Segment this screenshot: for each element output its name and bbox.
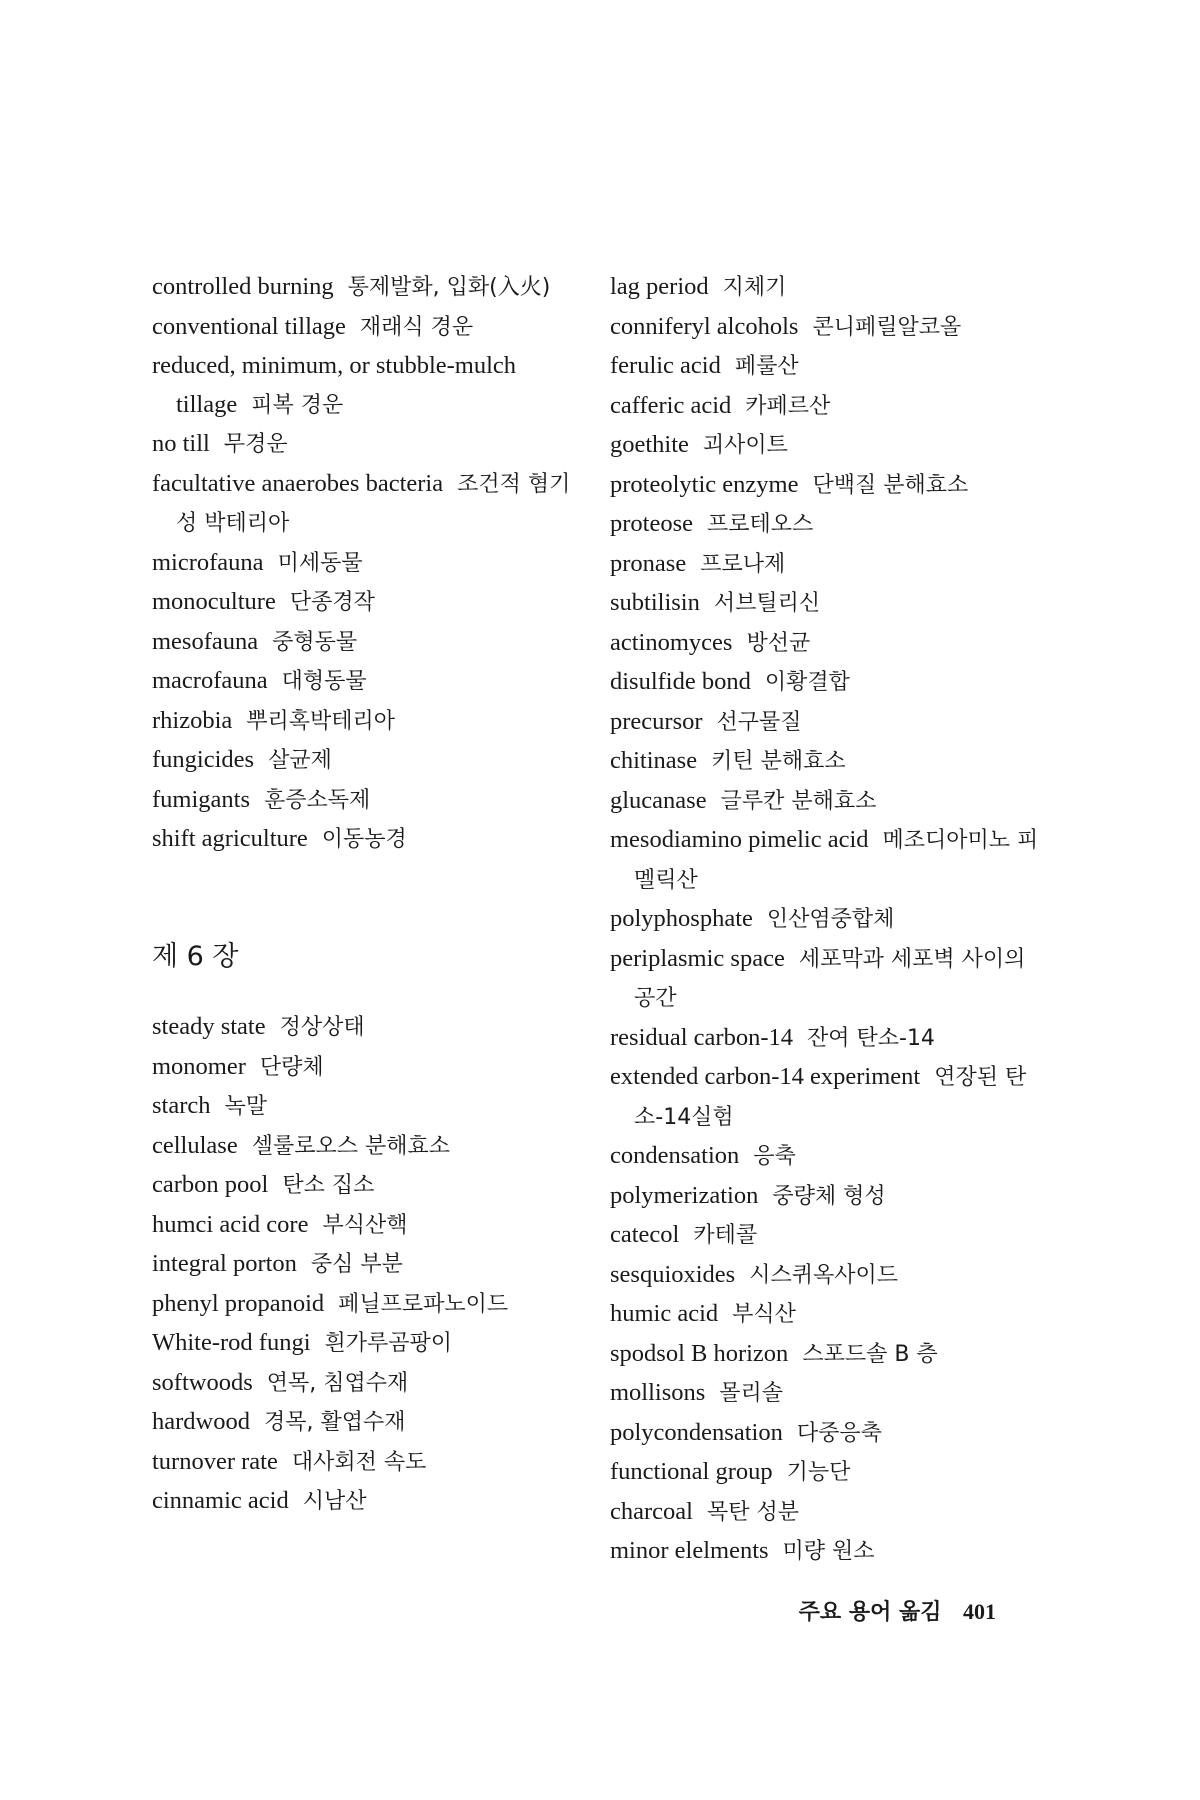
glossary-entry <box>152 1087 582 1127</box>
korean-translation: 단량체 <box>259 1054 324 1080</box>
korean-translation: 메조디아미노 피멜릭산 <box>634 828 1039 893</box>
english-term: ferulic acid <box>610 352 721 379</box>
korean-translation: 페룰산 <box>734 354 799 379</box>
glossary-entry <box>610 466 1050 506</box>
glossary-entry <box>610 584 1050 624</box>
korean-translation: 콘니페릴알코올 <box>812 314 962 340</box>
english-term: minor elelments <box>610 1537 769 1564</box>
glossary-entry <box>152 1482 582 1522</box>
glossary-entry <box>610 387 1050 427</box>
glossary-entry <box>152 623 582 663</box>
korean-translation: 인산염중합체 <box>766 907 895 932</box>
korean-translation: 몰리솔 <box>719 1381 784 1406</box>
korean-translation: 중형동물 <box>272 629 358 655</box>
glossary-entry <box>152 1285 582 1325</box>
korean-translation: 재래식 경운 <box>359 314 474 340</box>
korean-translation: 괴사이트 <box>702 433 788 458</box>
glossary-entry <box>610 703 1050 743</box>
english-term: proteolytic enzyme <box>610 470 799 498</box>
glossary-entry <box>152 1127 582 1167</box>
korean-translation: 카페르산 <box>745 393 831 419</box>
english-term: conniferyl alcohols <box>610 312 799 340</box>
english-term: monomer <box>152 1052 246 1080</box>
english-term: pronase <box>610 549 687 577</box>
english-term: fumigants <box>152 785 250 813</box>
korean-translation: 키틴 분해효소 <box>711 749 846 774</box>
korean-translation: 연목, 침엽수재 <box>266 1370 409 1396</box>
korean-translation: 조건적 혐기성 박테리아 <box>176 471 571 536</box>
glossary-entry <box>610 1295 1050 1335</box>
korean-translation: 살균제 <box>268 748 332 773</box>
glossary-entry <box>152 702 582 742</box>
english-term: cafferic acid <box>610 391 732 419</box>
english-term: reduced, minimum, or stubble-mulch tillage <box>152 352 517 418</box>
glossary-entry <box>610 624 1050 664</box>
glossary-entry <box>610 1453 1050 1493</box>
english-term: softwoods <box>152 1368 253 1396</box>
glossary-entry <box>610 545 1050 585</box>
english-term: humic acid <box>610 1300 719 1327</box>
glossary-entry <box>610 1177 1050 1217</box>
korean-translation: 시스퀴옥사이드 <box>749 1262 898 1288</box>
korean-translation: 부식산 <box>732 1302 796 1327</box>
english-term: carbon pool <box>152 1171 269 1198</box>
glossary-list-pre-chapter <box>152 268 582 860</box>
running-footer-title: 주요 용어 옮김 <box>798 1600 942 1625</box>
glossary-entry <box>610 426 1050 466</box>
english-term: controlled burning <box>152 273 334 300</box>
korean-translation: 셀룰로오스 분해효소 <box>251 1133 450 1159</box>
english-term: mesofauna <box>152 627 259 655</box>
korean-translation: 글루칸 분해효소 <box>720 788 877 814</box>
korean-translation: 이황결합 <box>764 670 850 695</box>
glossary-entry <box>152 1443 582 1483</box>
korean-translation: 대사회전 속도 <box>291 1449 427 1475</box>
korean-translation: 무경운 <box>223 432 288 457</box>
english-term: humci acid core <box>152 1210 309 1238</box>
korean-translation: 대형동물 <box>281 669 367 694</box>
glossary-entry <box>610 900 1050 940</box>
glossary-list-right <box>610 268 1050 1572</box>
english-term: integral porton <box>152 1250 297 1277</box>
glossary-entry <box>610 782 1050 822</box>
english-term: functional group <box>610 1458 773 1485</box>
korean-translation: 부식산핵 <box>322 1212 408 1238</box>
english-term: hardwood <box>152 1408 250 1435</box>
glossary-entry <box>152 1048 582 1088</box>
glossary-entry <box>152 820 582 860</box>
english-term: fungicides <box>152 746 255 773</box>
glossary-entry <box>152 741 582 781</box>
english-term: conventional tillage <box>152 312 346 340</box>
korean-translation: 서브틸리신 <box>713 591 821 616</box>
glossary-entry <box>152 347 582 425</box>
english-term: polymerization <box>610 1181 759 1209</box>
glossary-entry <box>610 940 1050 1019</box>
english-term: sesquioxides <box>610 1260 736 1288</box>
glossary-entry <box>610 742 1050 782</box>
korean-translation: 정상상태 <box>279 1015 365 1040</box>
glossary-entry <box>152 465 582 544</box>
english-term: rhizobia <box>152 706 233 734</box>
glossary-entry <box>152 308 582 348</box>
glossary-list-chapter-6 <box>152 1008 582 1522</box>
korean-translation: 이동농경 <box>321 827 407 852</box>
glossary-entry <box>152 1364 582 1404</box>
korean-translation: 프로테오스 <box>707 512 814 537</box>
glossary-entry <box>610 1256 1050 1296</box>
korean-translation: 잔여 탄소-14 <box>807 1025 935 1051</box>
page-footer <box>799 1595 996 1626</box>
english-term: facultative anaerobes bacteria <box>152 469 444 497</box>
english-term: monoculture <box>152 588 276 615</box>
english-term: no till <box>152 430 210 457</box>
korean-translation: 방선균 <box>746 630 811 656</box>
chapter-heading: 제 6 장 <box>152 940 239 972</box>
english-term: polycondensation <box>610 1418 783 1446</box>
glossary-entry <box>610 1335 1050 1375</box>
english-term: periplasmic space <box>610 944 785 972</box>
english-term: shift agriculture <box>152 825 308 852</box>
korean-translation: 탄소 집소 <box>282 1173 375 1198</box>
english-term: goethite <box>610 431 689 458</box>
korean-translation: 연장된 탄소-14실험 <box>634 1065 1027 1130</box>
glossary-entry <box>152 781 582 821</box>
glossary-entry <box>152 1403 582 1443</box>
korean-translation: 세포막과 세포벽 사이의 공간 <box>634 946 1026 1011</box>
glossary-entry <box>610 1532 1050 1572</box>
glossary-right-column <box>610 268 1050 1572</box>
korean-translation: 선구물질 <box>716 709 802 735</box>
english-term: precursor <box>610 707 703 735</box>
glossary-entry <box>610 1414 1050 1454</box>
korean-translation: 카테콜 <box>693 1223 758 1248</box>
glossary-entry <box>152 662 582 702</box>
english-term: mesodiamino pimelic acid <box>610 826 869 853</box>
korean-translation: 뿌리혹박테리아 <box>246 708 396 734</box>
glossary-entry <box>610 821 1050 900</box>
korean-translation: 경목, 활엽수재 <box>263 1410 406 1435</box>
english-term: spodsol B horizon <box>610 1339 789 1367</box>
korean-translation: 응축 <box>753 1144 796 1169</box>
english-term: cellulase <box>152 1131 238 1159</box>
korean-translation: 지체기 <box>722 275 787 300</box>
korean-translation: 흰가루곰팡이 <box>324 1331 453 1356</box>
english-term: polyphosphate <box>610 905 753 932</box>
korean-translation: 피복 경운 <box>251 392 344 418</box>
glossary-entry <box>610 505 1050 545</box>
english-term: charcoal <box>610 1497 693 1525</box>
korean-translation: 단백질 분해효소 <box>812 472 969 498</box>
english-term: disulfide bond <box>610 668 751 695</box>
glossary-entry <box>152 583 582 623</box>
glossary-entry <box>610 1019 1050 1059</box>
glossary-entry <box>610 268 1050 308</box>
english-term: chitinase <box>610 747 698 774</box>
glossary-entry <box>152 1008 582 1048</box>
glossary-entry <box>152 1245 582 1285</box>
glossary-left-column <box>152 268 582 1522</box>
english-term: lag period <box>610 273 709 300</box>
korean-translation: 훈증소독제 <box>264 787 371 813</box>
english-term: cinnamic acid <box>152 1487 289 1514</box>
english-term: catecol <box>610 1221 680 1248</box>
english-term: microfauna <box>152 548 264 576</box>
korean-translation: 중심 부분 <box>310 1252 403 1277</box>
english-term: mollisons <box>610 1379 706 1406</box>
english-term: turnover rate <box>152 1447 278 1475</box>
glossary-entry <box>152 1166 582 1206</box>
korean-translation: 프로나제 <box>700 551 786 577</box>
glossary-entry <box>610 1374 1050 1414</box>
glossary-entry <box>152 1324 582 1364</box>
glossary-entry <box>610 1058 1050 1137</box>
korean-translation: 미량 원소 <box>782 1539 875 1564</box>
english-term: starch <box>152 1092 211 1119</box>
english-term: proteose <box>610 510 693 537</box>
glossary-entry <box>610 308 1050 348</box>
korean-translation: 기능단 <box>786 1460 851 1485</box>
english-term: macrofauna <box>152 667 268 694</box>
glossary-entry <box>152 544 582 584</box>
korean-translation: 시남산 <box>302 1489 367 1514</box>
english-term: White-rod fungi <box>152 1329 311 1356</box>
english-term: phenyl propanoid <box>152 1289 325 1317</box>
english-term: residual carbon-14 <box>610 1023 793 1051</box>
korean-translation: 중량체 형성 <box>772 1183 886 1209</box>
korean-translation: 단종경작 <box>289 590 375 615</box>
glossary-entry <box>610 347 1050 387</box>
page-number: 401 <box>963 1599 996 1624</box>
english-term: condensation <box>610 1142 740 1169</box>
glossary-entry <box>610 1493 1050 1533</box>
korean-translation: 다중응축 <box>796 1420 882 1446</box>
glossary-entry <box>152 1206 582 1246</box>
glossary-entry <box>610 1137 1050 1177</box>
english-term: steady state <box>152 1013 266 1040</box>
glossary-entry <box>610 1216 1050 1256</box>
korean-translation: 녹말 <box>224 1094 268 1119</box>
glossary-entry <box>152 425 582 465</box>
glossary-entry <box>152 268 582 308</box>
glossary-entry <box>610 663 1050 703</box>
english-term: subtilisin <box>610 589 700 616</box>
korean-translation: 미세동물 <box>277 550 363 576</box>
korean-translation: 목탄 성분 <box>706 1499 799 1525</box>
korean-translation: 스포드솔 B 층 <box>802 1341 938 1367</box>
english-term: glucanase <box>610 786 707 814</box>
english-term: extended carbon-14 experiment <box>610 1063 921 1090</box>
korean-translation: 페닐프로파노이드 <box>338 1291 509 1317</box>
korean-translation: 통제발화, 입화(入火) <box>347 275 551 300</box>
english-term: actinomyces <box>610 628 733 656</box>
